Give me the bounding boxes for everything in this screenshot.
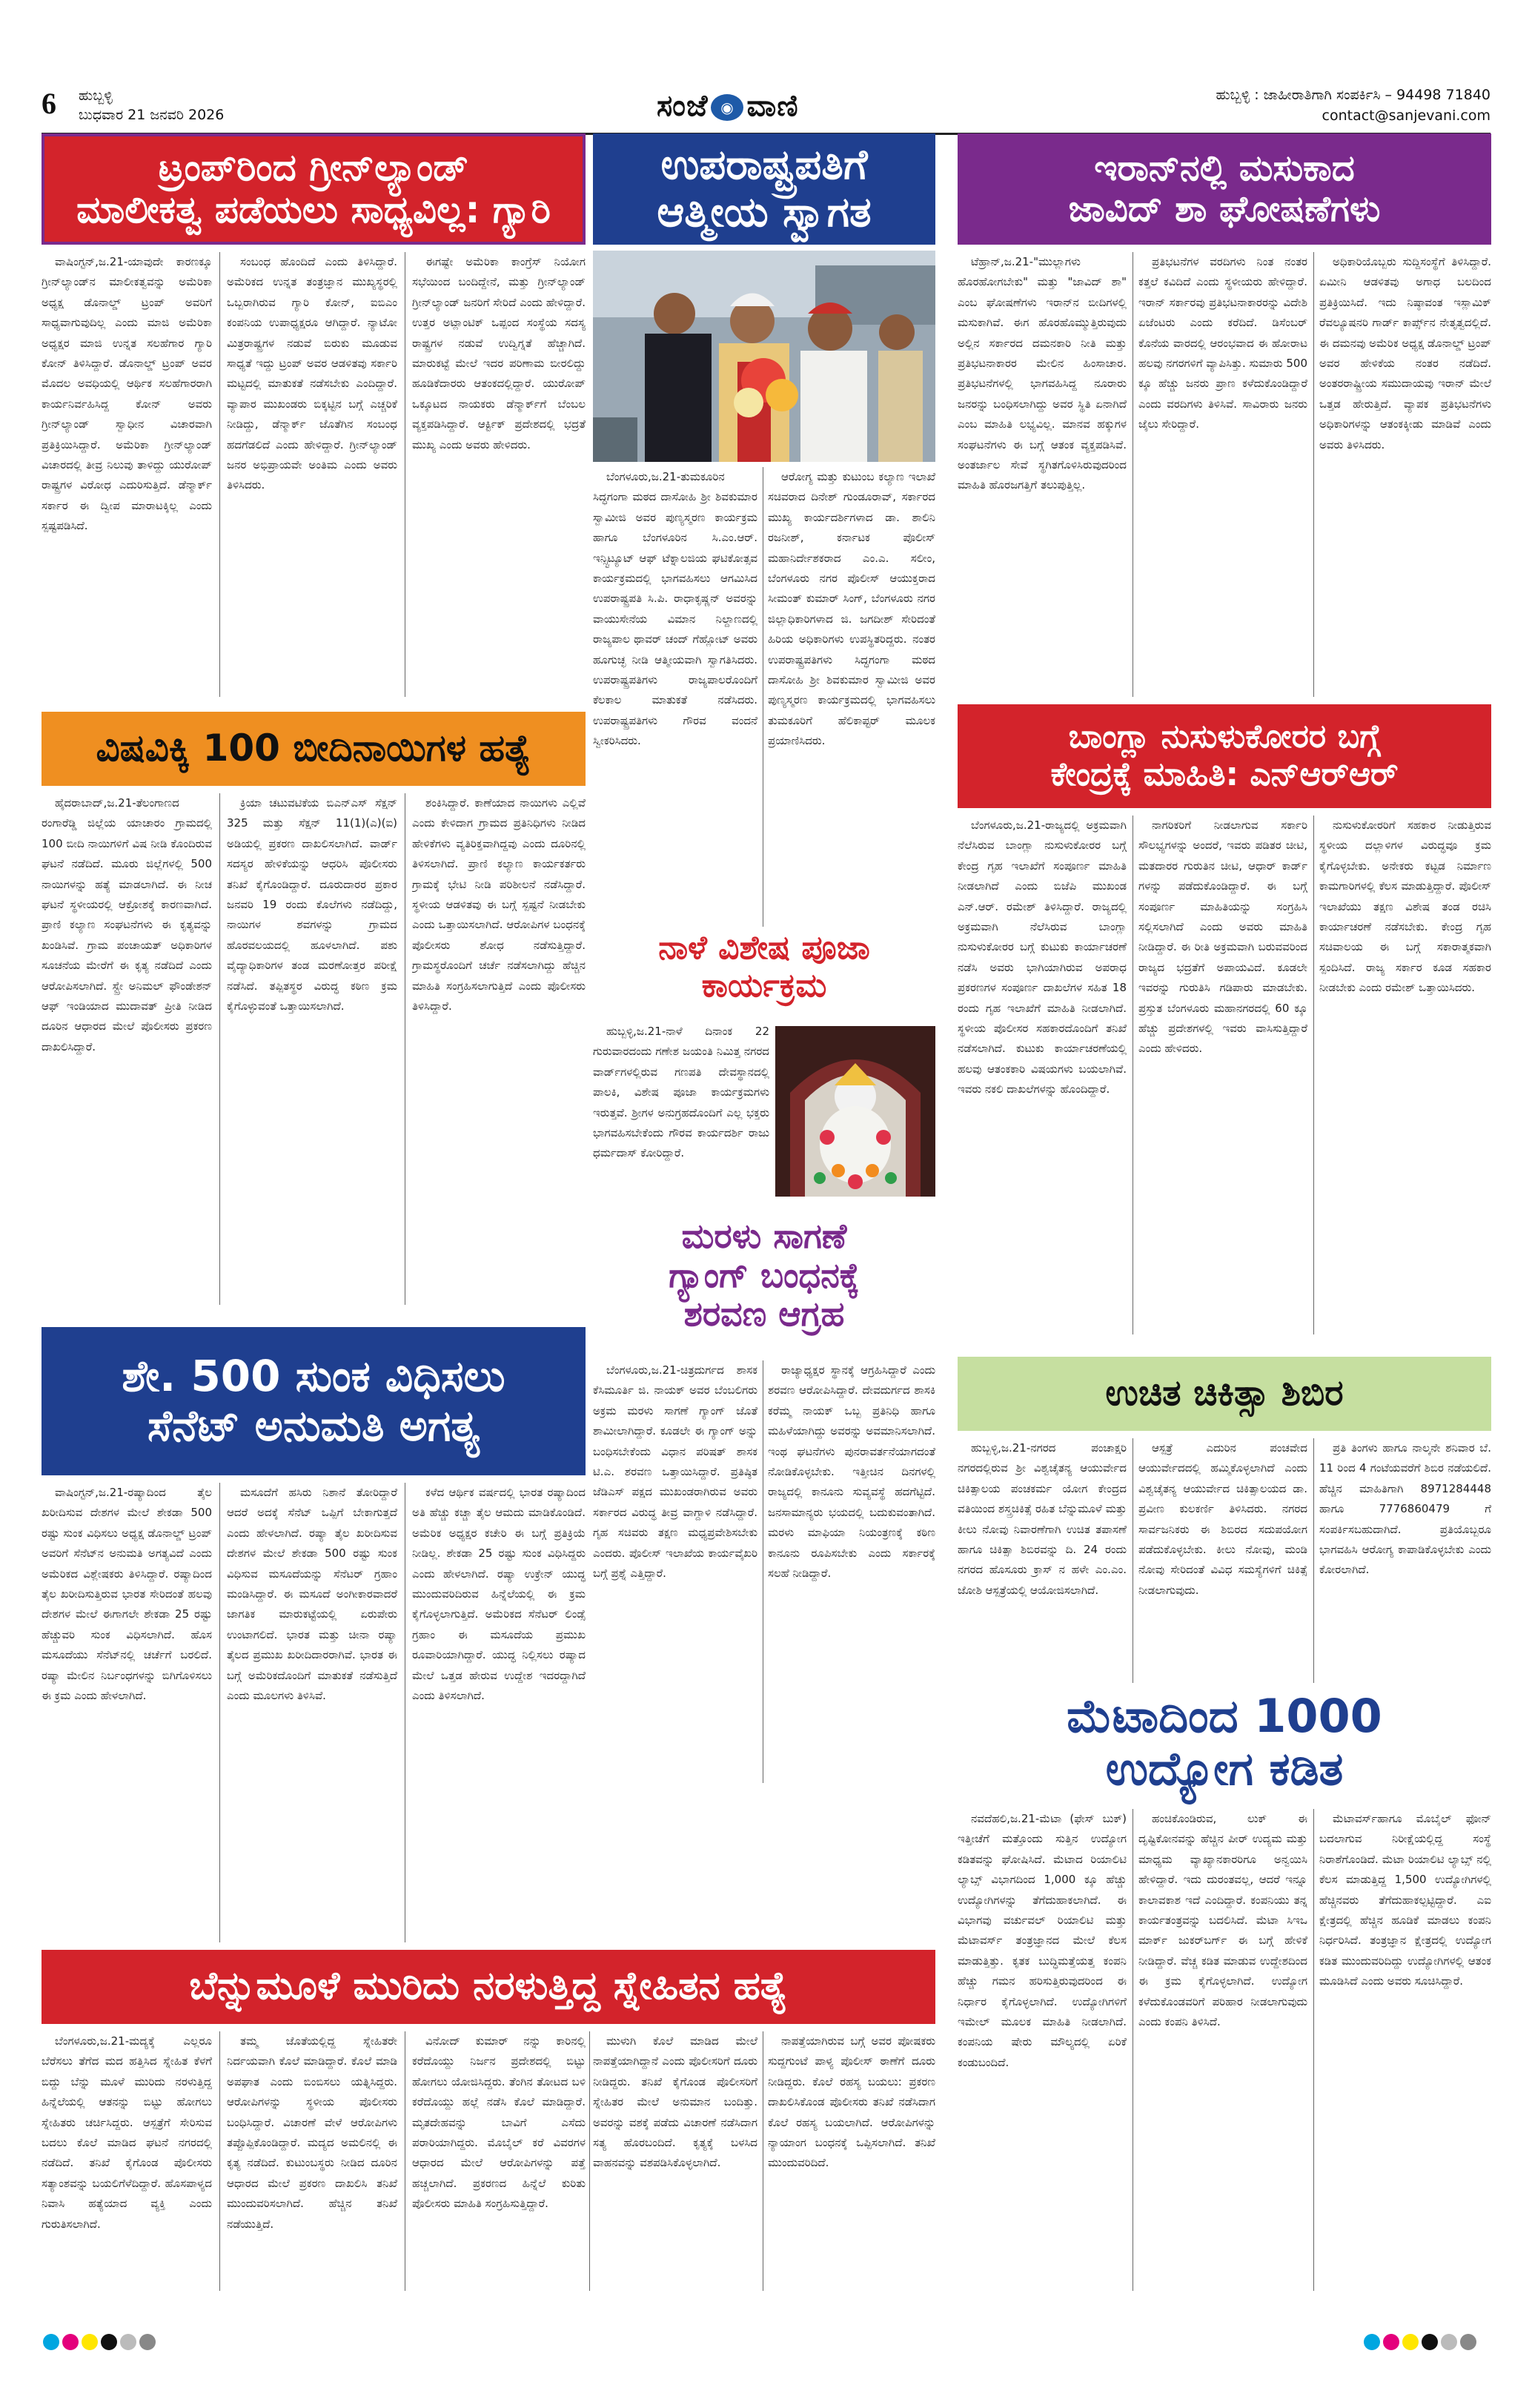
article-tax-col2: ಮಸೂದೆಗೆ ಹಸಿರು ನಿಶಾನೆ ತೋರಿದ್ದಾರೆ ಆದರೆ ಅದಕ್ಕೆ ಸೆನೆಟ್ ಒಪ್ಪಿಗೆ ಬೇಕಾಗುತ್ತದೆ ಎಂದು ಹೇಳಲಾಗಿದೆ. ರಷ್ಯಾ ತೈಲ ಖರೀದಿಸುವ ದೇಶಗಳ ಮೇಲೆ ಶೇಕಡಾ 500 ರಷ್ಟು ಸುಂಕ ವಿಧಿಸುವ ಮಸೂದೆಯನ್ನು ಸೆನೆಟರ್ ಗ್ರಹಾಂ ಮಂಡಿಸಿದ್ದಾರೆ. ಈ ಮಸೂದೆ ಅಂಗೀಕಾರವಾದರೆ ಜಾಗತಿಕ ಮಾರುಕಟ್ಟೆಯಲ್ಲಿ ಏರುಪೇರು ಉಂಟಾಗಲಿದೆ. ಭಾರತ ಮತ್ತು ಚೀನಾ ರಷ್ಯಾ ತೈಲದ ಪ್ರಮುಖ ಖರೀದಿದಾರರಾಗಿವೆ. ಭಾರತ ಈ ಬಗ್ಗೆ ಅಮೆರಿಕದೊಂದಿಗೆ ಮಾತುಕತೆ ನಡೆಸುತ್ತಿದೆ ಎಂದು ಮೂಲಗಳು ತಿಳಿಸಿವೆ. (227, 1486, 397, 1703)
article-gang-col2: ರಾಜ್ಯಾಧ್ಯಕ್ಷರ ಸ್ಥಾನಕ್ಕೆ ಆಗ್ರಹಿಸಿದ್ದಾರೆ ಎಂದು ಶರವಣ ಆರೋಪಿಸಿದ್ದಾರೆ. ದೇವದುರ್ಗದ ಶಾಸಕಿ ಕರೆಮ್ಮ ನಾಯಕ್ ಒಬ್ಬ ಪ್ರತಿನಿಧಿ ಹಾಗೂ ಮಹಿಳೆಯಾಗಿದ್ದು ಅವರನ್ನು ಅವಮಾನಿಸಲಾಗಿದೆ. ಇಂಥ ಘಟನೆಗಳು ಪುನರಾವರ್ತನೆಯಾಗದಂತೆ ನೋಡಿಕೊಳ್ಳಬೇಕು. ಇತ್ತೀಚಿನ ದಿನಗಳಲ್ಲಿ ರಾಜ್ಯದಲ್ಲಿ ಕಾನೂನು ಸುವ್ಯವಸ್ಥೆ ಹದಗೆಟ್ಟಿದೆ. ಜನಸಾಮಾನ್ಯರು ಭಯದಲ್ಲಿ ಬದುಕುವಂತಾಗಿದೆ. ಮರಳು ಮಾಫಿಯಾ ನಿಯಂತ್ರಣಕ್ಕೆ ಕಠಿಣ ಕಾನೂನು ರೂಪಿಸಬೇಕು ಎಂದು ಸರ್ಕಾರಕ್ಕೆ ಸಲಹೆ ನೀಡಿದ್ದಾರೆ. (768, 1363, 935, 1581)
headline-gang-line2: ಗ್ಯಾಂಗ್ ಬಂಧನಕ್ಕೆ (669, 1254, 860, 1295)
logo-right: ವಾಣಿ (746, 89, 799, 123)
headline-trump-line2: ಮಾಲೀಕತ್ವ ಪಡೆಯಲು ಸಾಧ್ಯವಿಲ್ಲ: ಗ್ಯಾರಿ (76, 188, 551, 231)
vp-welcome-photo-graphic (593, 251, 935, 462)
article-tax-col1: ವಾಷಿಂಗ್ಟನ್,ಜ.21-ರಷ್ಯಾದಿಂದ ತೈಲ ಖರೀದಿಸುವ ದೇಶಗಳ ಮೇಲೆ ಶೇಕಡಾ 500 ರಷ್ಟು ಸುಂಕ ವಿಧಿಸಲು ಅಧ್ಯಕ್ಷ ಡೊನಾಲ್ಡ್ ಟ್ರಂಪ್ ಅವರಿಗೆ ಸೆನೆಟ್‌ನ ಅನುಮತಿ ಅಗತ್ಯವಿದೆ ಎಂದು ಅಮೆರಿಕದ ವಿಶ್ಲೇಷಕರು ತಿಳಿಸಿದ್ದಾರೆ. ರಷ್ಯಾದಿಂದ ತೈಲ ಖರೀದಿಸುತ್ತಿರುವ ಭಾರತ ಸೇರಿದಂತೆ ಹಲವು ದೇಶಗಳ ಮೇಲೆ ಈಗಾಗಲೇ ಶೇಕಡಾ 25 ರಷ್ಟು ಹೆಚ್ಚುವರಿ ಸುಂಕ ವಿಧಿಸಲಾಗಿದೆ. ಹೊಸ ಮಸೂದೆಯು ಸೆನೆಟ್‌ನಲ್ಲಿ ಚರ್ಚೆಗೆ ಬರಲಿದೆ. ರಷ್ಯಾ ಮೇಲಿನ ನಿರ್ಬಂಧಗಳನ್ನು ಬಿಗಿಗೊಳಿಸಲು ಈ ಕ್ರಮ ಎಂದು ಹೇಳಲಾಗಿದೆ. (42, 1486, 212, 1703)
color-dot-gray (139, 2334, 156, 2350)
article-camp-col3: ಪ್ರತಿ ತಿಂಗಳು ಹಾಗೂ ನಾಲ್ಕನೇ ಶನಿವಾರ ಬೆ. 11 ರಿಂದ 4 ಗಂಟೆಯವರೆಗೆ ಶಿಬಿರ ನಡೆಯಲಿದೆ. ಹೆಚ್ಚಿನ ಮಾಹಿತಿಗಾಗಿ 8971284448 ಹಾಗೂ 7776860479 ಗೆ ಸಂಪರ್ಕಿಸಬಹುದಾಗಿದೆ. ಪ್ರತಿಯೊಬ್ಬರೂ ಭಾಗವಹಿಸಿ ಆರೋಗ್ಯ ಕಾಪಾಡಿಕೊಳ್ಳಬೇಕು ಎಂದು ಕೋರಲಾಗಿದೆ. (1319, 1441, 1491, 1577)
ad-contact: ಹುಬ್ಬಳ್ಳಿ : ಜಾಹೀರಾತಿಗಾಗಿ ಸಂಪರ್ಕಿಸಿ – 94498 71840 (1216, 87, 1490, 103)
article-jobs-col2: ಹಂಚಿಕೊಂಡಿರುವ, ಲುಕ್ ಈ ದೃಷ್ಟಿಕೋನವನ್ನು ಹೆಚ್ಚಿನ ಪೀರ್ ಉದ್ಯಮ ಮತ್ತು ಮಾಧ್ಯಮ ವ್ಯಾಖ್ಯಾನಕಾರರಿಗೂ ಅನ್ವಯಿಸಿ ಹೇಳಿದ್ದಾರೆ. ಇದು ದುರಂತವಲ್ಲ, ಆದರೆ ಇನ್ನೂ ಕಾಲಾವಕಾಶ ಇದೆ ಎಂದಿದ್ದಾರೆ. ಕಂಪನಿಯು ತನ್ನ ಕಾರ್ಯತಂತ್ರವನ್ನು ಬದಲಿಸಿದೆ. ಮೆಟಾ ಸಿಇಒ ಮಾರ್ಕ್ ಜುಕರ್‌ಬರ್ಗ್ ಈ ಬಗ್ಗೆ ಹೇಳಿಕೆ ನೀಡಿದ್ದಾರೆ. ವೆಚ್ಚ ಕಡಿತ ಮಾಡುವ ಉದ್ದೇಶದಿಂದ ಈ ಕ್ರಮ ಕೈಗೊಳ್ಳಲಾಗಿದೆ. ಉದ್ಯೋಗ ಕಳೆದುಕೊಂಡವರಿಗೆ ಪರಿಹಾರ ನೀಡಲಾಗುವುದು ಎಂದು ಕಂಪನಿ ತಿಳಿಸಿದೆ. (1138, 1812, 1307, 2029)
headline-tax (42, 1327, 586, 1475)
article-dogs-col2: ಕ್ರಿಯಾ ಚಟುವಟಿಕೆಯ ಬಿಎನ್‌ಎಸ್ ಸೆಕ್ಷನ್ 325 ಮತ್ತು ಸೆಕ್ಷನ್ 11(1)(ಎ)(ಐ) ಅಡಿಯಲ್ಲಿ ಪ್ರಕರಣ ದಾಖಲಿಸಲಾಗಿದೆ. ವಾರ್ಡ್ ಸದಸ್ಯರ ಹೇಳಿಕೆಯನ್ನು ಆಧರಿಸಿ ಪೊಲೀಸರು ತನಿಖೆ ಕೈಗೊಂಡಿದ್ದಾರೆ. ದೂರುದಾರರ ಪ್ರಕಾರ ಜನವರಿ 19 ರಂದು ಕೊಲೆಗಳು ನಡೆದಿದ್ದು, ನಾಯಿಗಳ ಶವಗಳನ್ನು ಗ್ರಾಮದ ಹೊರವಲಯದಲ್ಲಿ ಹೂಳಲಾಗಿದೆ. ಪಶು ವೈದ್ಯಾಧಿಕಾರಿಗಳ ತಂಡ ಮರಣೋತ್ತರ ಪರೀಕ್ಷೆ ನಡೆಸಿದೆ. ತಪ್ಪಿತಸ್ಥರ ವಿರುದ್ಧ ಕಠಿಣ ಕ್ರಮ ಕೈಗೊಳ್ಳುವಂತೆ ಒತ್ತಾಯಿಸಲಾಗಿದೆ. (227, 796, 397, 1013)
headline-jobs (958, 1683, 1491, 1802)
column-rule (1313, 252, 1314, 697)
masthead (42, 83, 1490, 135)
color-dot-yellow (1402, 2334, 1419, 2350)
headline-gang-line3: ಶರವಣ ಆಗ್ರಹ (683, 1294, 845, 1334)
column-rule (1313, 1809, 1314, 2291)
headline-trump-line1: ಟ್ರಂಪ್‌ರಿಂದ ಗ್ರೀನ್‌ಲ್ಯಾಂಡ್ (158, 145, 469, 189)
article-murder-col2: ತಮ್ಮ ಜೊತೆಯಲ್ಲಿದ್ದ ಸ್ನೇಹಿತರೇ ನಿರ್ದಯವಾಗಿ ಕೊಲೆ ಮಾಡಿದ್ದಾರೆ. ಕೊಲೆ ಮಾಡಿ ಅಪಘಾತ ಎಂದು ಬಿಂಬಿಸಲು ಯತ್ನಿಸಿದ್ದರು. ಆರೋಪಿಗಳನ್ನು ಸ್ಥಳೀಯ ಪೊಲೀಸರು ಬಂಧಿಸಿದ್ದಾರೆ. ವಿಚಾರಣೆ ವೇಳೆ ಆರೋಪಿಗಳು ತಪ್ಪೊಪ್ಪಿಕೊಂಡಿದ್ದಾರೆ. ಮದ್ಯದ ಅಮಲಿನಲ್ಲಿ ಈ ಕೃತ್ಯ ನಡೆದಿದೆ. ಕುಟುಂಬಸ್ಥರು ನೀಡಿದ ದೂರಿನ ಆಧಾರದ ಮೇಲೆ ಪ್ರಕರಣ ದಾಖಲಿಸಿ ತನಿಖೆ ಮುಂದುವರಿಸಲಾಗಿದೆ. ಹೆಚ್ಚಿನ ತನಿಖೆ ನಡೆಯುತ್ತಿದೆ. (227, 2034, 397, 2231)
vp-welcome-photo (593, 251, 935, 462)
headline-bangla-line2: ಕೇಂದ್ರಕ್ಕೆ ಮಾಹಿತಿ: ಎನ್‌ಆರ್‌ಆರ್ (1050, 755, 1399, 793)
article-murder-col5: ನಾಪತ್ತೆಯಾಗಿರುವ ಬಗ್ಗೆ ಅವರ ಪೋಷಕರು ಸುದ್ದಗುಂಟೆ ಪಾಳ್ಯ ಪೊಲೀಸ್ ಠಾಣೆಗೆ ದೂರು ನೀಡಿದ್ದರು. ಕೊಲೆ ರಹಸ್ಯ ಬಯಲು: ಪ್ರಕರಣ ದಾಖಲಿಸಿಕೊಂಡ ಪೊಲೀಸರು ತನಿಖೆ ನಡೆಸಿದಾಗ ಕೊಲೆ ರಹಸ್ಯ ಬಯಲಾಗಿದೆ. ಆರೋಪಿಗಳನ್ನು ನ್ಯಾಯಾಂಗ ಬಂಧನಕ್ಕೆ ಒಪ್ಪಿಸಲಾಗಿದೆ. ತನಿಖೆ ಮುಂದುವರಿದಿದೆ. (768, 2034, 935, 2170)
headline-iran-line2: ಜಾವಿದ್ ಶಾ ಘೋಷಣೆಗಳು (1068, 188, 1381, 230)
article-camp-col1: ಹುಬ್ಬಳ್ಳಿ,ಜ.21-ನಗರದ ಪಂಚಾಕ್ಷರಿ ನಗರದಲ್ಲಿರುವ ಶ್ರೀ ವಿಶ್ವಚೈತನ್ಯ ಆಯುರ್ವೇದ ಚಿಕಿತ್ಸಾಲಯ ಪಂಚಕರ್ಮ ಯೋಗ ಕೇಂದ್ರದ ವತಿಯಿಂದ ಶಸ್ತ್ರಚಿಕಿತ್ಸೆ ರಹಿತ ಬೆನ್ನುಮೂಳೆ ಮತ್ತು ಕೀಲು ನೋವು ನಿವಾರಣೆಗಾಗಿ ಉಚಿತ ತಪಾಸಣೆ ಹಾಗೂ ಚಿಕಿತ್ಸಾ ಶಿಬಿರವನ್ನು ದಿ. 24 ರಂದು ನಗರದ ಹೊಸೂರು ಕ್ರಾಸ್ ನ ಹಳೇ ಎಂ.ಎಂ. ಜೋಶಿ ಆಸ್ಪತ್ರೆಯಲ್ಲಿ ಆಯೋಜಿಸಲಾಗಿದೆ. (958, 1441, 1127, 1597)
article-vp-col2: ಆರೋಗ್ಯ ಮತ್ತು ಕುಟುಂಬ ಕಲ್ಯಾಣ ಇಲಾಖೆ ಸಚಿವರಾದ ದಿನೇಶ್ ಗುಂಡೂರಾವ್, ಸರ್ಕಾರದ ಮುಖ್ಯ ಕಾರ್ಯದರ್ಶಿಗಳಾದ ಡಾ. ಶಾಲಿನಿ ರಜನೀಶ್, ಕರ್ನಾಟಕ ಪೊಲೀಸ್ ಮಹಾನಿರ್ದೇಶಕರಾದ ಎಂ.ಎ. ಸಲೀಂ, ಬೆಂಗಳೂರು ನಗರ ಪೊಲೀಸ್ ಆಯುಕ್ತರಾದ ಸೀಮಂತ್ ಕುಮಾರ್ ಸಿಂಗ್, ಬೆಂಗಳೂರು ನಗರ ಜಿಲ್ಲಾಧಿಕಾರಿಗಳಾದ ಜಿ. ಜಗದೀಶ್ ಸೇರಿದಂತೆ ಹಿರಿಯ ಅಧಿಕಾರಿಗಳು ಉಪಸ್ಥಿತರಿದ್ದರು. ನಂತರ ಉಪರಾಷ್ಟ್ರಪತಿಗಳು ಸಿದ್ಧಗಂಗಾ ಮಠದ ದಾಸೋಹಿ ಶ್ರೀ ಶಿವಕುಮಾರ ಸ್ವಾಮೀಜಿ ಅವರ ಪುಣ್ಯಸ್ಮರಣ ಕಾರ್ಯಕ್ರಮದಲ್ಲಿ ಭಾಗವಹಿಸಲು ತುಮಕೂರಿಗೆ ಹೆಲಿಕಾಪ್ಟರ್ ಮೂಲಕ ಪ್ರಯಾಣಿಸಿದರು. (768, 470, 935, 748)
headline-gang (593, 1201, 935, 1349)
headline-vp-line1: ಉಪರಾಷ್ಟ್ರಪತಿಗೆ (660, 140, 868, 189)
masthead-city: ಹುಬ್ಬಳ್ಳಿ (79, 87, 113, 104)
headline-camp-text: ಉಚಿತ ಚಿಕಿತ್ಸಾ ಶಿಬಿರ (1105, 1372, 1344, 1415)
color-dot-gray (1441, 2334, 1457, 2350)
color-dot-magenta (62, 2334, 79, 2350)
headline-dogs (42, 712, 586, 786)
article-murder-col3: ವಿನೋದ್ ಕುಮಾರ್ ನನ್ನು ಕಾರಿನಲ್ಲಿ ಕರೆದೊಯ್ದು ನಿರ್ಜನ ಪ್ರದೇಶದಲ್ಲಿ ಬಿಟ್ಟು ಹೋಗಲು ಯೋಜಿಸಿದ್ದರು. ತೆಂಗಿನ ತೋಟದ ಬಳಿ ಕರೆದೊಯ್ದು ಹಲ್ಲೆ ನಡೆಸಿ ಕೊಲೆ ಮಾಡಿದ್ದಾರೆ. ಮೃತದೇಹವನ್ನು ಬಾವಿಗೆ ಎಸೆದು ಪರಾರಿಯಾಗಿದ್ದರು. ಮೊಬೈಲ್ ಕರೆ ವಿವರಗಳ ಆಧಾರದ ಮೇಲೆ ಆರೋಪಿಗಳನ್ನು ಪತ್ತೆ ಹಚ್ಚಲಾಗಿದೆ. ಪ್ರಕರಣದ ಹಿನ್ನೆಲೆ ಕುರಿತು ಪೊಲೀಸರು ಮಾಹಿತಿ ಸಂಗ್ರಹಿಸುತ್ತಿದ್ದಾರೆ. (412, 2034, 586, 2211)
color-dot-magenta (1383, 2334, 1399, 2350)
headline-iran (958, 133, 1491, 245)
article-murder-col1: ಬೆಂಗಳೂರು,ಜ.21-ಮದ್ಯಕ್ಕೆ ಎಲ್ಲರೂ ಬೆರೆಸಲು ತೆಗೆದ ಮದ ಹತ್ತಿಸಿದ ಸ್ನೇಹಿತ ಕೆಳಗೆ ಬಿದ್ದು ಬೆನ್ನು ಮೂಳೆ ಮುರಿದು ನರಳುತ್ತಿದ್ದ ಹಿನ್ನೆಲೆಯಲ್ಲಿ ಆತನನ್ನು ಬಿಟ್ಟು ಹೋಗಲು ಸ್ನೇಹಿತರು ಚರ್ಚಿಸಿದ್ದರು. ಆಸ್ಪತ್ರೆಗೆ ಸೇರಿಸುವ ಬದಲು ಕೊಲೆ ಮಾಡಿದ ಘಟನೆ ನಗರದಲ್ಲಿ ನಡೆದಿದೆ. ತನಿಖೆ ಕೈಗೊಂಡ ಪೊಲೀಸರು ಸತ್ಯಾಂಶವನ್ನು ಬಯಲಿಗೆಳೆದಿದ್ದಾರೆ. ಹೊಸಪಾಳ್ಯದ ನಿವಾಸಿ ಹತ್ಯೆಯಾದ ವ್ಯಕ್ತಿ ಎಂದು ಗುರುತಿಸಲಾಗಿದೆ. (42, 2034, 212, 2231)
headline-camp (958, 1357, 1491, 1431)
headline-puja-line2: ಕಾರ್ಯಕ್ರಮ (701, 967, 827, 1005)
article-iran-col1: ಟೆಹ್ರಾನ್,ಜ.21-"ಮುಲ್ಲಾಗಳು ಹೊರಹೋಗಬೇಕು" ಮತ್ತು "ಜಾವಿದ್ ಶಾ" ಎಂಬ ಘೋಷಣೆಗಳು ಇರಾನ್‌ನ ಬೀದಿಗಳಲ್ಲಿ ಮಸುಕಾಗಿವೆ. ಈಗ ಹೊರಹೊಮ್ಮುತ್ತಿರುವುದು ಅಲ್ಲಿನ ಸರ್ಕಾರದ ದಮನಕಾರಿ ನೀತಿ ಮತ್ತು ಪ್ರತಿಭಟನಾಕಾರರ ಮೇಲಿನ ಹಿಂಸಾಚಾರ. ಪ್ರತಿಭಟನೆಗಳಲ್ಲಿ ಭಾಗವಹಿಸಿದ್ದ ನೂರಾರು ಜನರನ್ನು ಬಂಧಿಸಲಾಗಿದ್ದು ಅವರ ಸ್ಥಿತಿ ಏನಾಗಿದೆ ಎಂಬ ಮಾಹಿತಿ ಲಭ್ಯವಿಲ್ಲ. ಮಾನವ ಹಕ್ಕುಗಳ ಸಂಘಟನೆಗಳು ಈ ಬಗ್ಗೆ ಆತಂಕ ವ್ಯಕ್ತಪಡಿಸಿವೆ. ಅಂತರ್ಜಾಲ ಸೇವೆ ಸ್ಥಗಿತಗೊಳಿಸಿರುವುದರಿಂದ ಮಾಹಿತಿ ಹೊರಜಗತ್ತಿಗೆ ತಲುಪುತ್ತಿಲ್ಲ. (958, 255, 1127, 492)
headline-bangla (958, 704, 1491, 808)
logo-globe-icon: ◉ (711, 94, 743, 121)
headline-dogs-text: ವಿಷವಿಕ್ಕಿ 100 ಬೀದಿನಾಯಿಗಳ ಹತ್ಯೆ (96, 727, 531, 770)
article-iran-col3: ಅಧಿಕಾರಿಯೊಬ್ಬರು ಸುದ್ದಿಸಂಸ್ಥೆಗೆ ತಿಳಿಸಿದ್ದಾರೆ. ಏಮೀನಿ ಆಡಳಿತವು ಅಗಾಧ ಬಲದಿಂದ ಪ್ರತಿಕ್ರಿಯಿಸಿದೆ. ಇದು ನಿಷ್ಠಾವಂತ ಇಸ್ಲಾಮಿಕ್ ರೆವಲ್ಯೂಷನರಿ ಗಾರ್ಡ್ ಕಾರ್ಪ್ಸ್‌ನ ನೇತೃತ್ವದಲ್ಲಿದೆ. ಈ ದಮನವು ಅಮೆರಿಕ ಅಧ್ಯಕ್ಷ ಡೊನಾಲ್ಡ್ ಟ್ರಂಪ್ ಅವರ ಹೇಳಿಕೆಯ ನಂತರ ನಡೆದಿದೆ. ಅಂತರರಾಷ್ಟ್ರೀಯ ಸಮುದಾಯವು ಇರಾನ್ ಮೇಲೆ ಒತ್ತಡ ಹೇರುತ್ತಿದೆ. ವ್ಯಾಪಕ ಪ್ರತಿಭಟನೆಗಳು ಅಧಿಕಾರಿಗಳನ್ನು ಆತಂಕಕ್ಕೀಡು ಮಾಡಿವೆ ಎಂದು ಅವರು ತಿಳಿಸಿದರು. (1319, 255, 1491, 452)
column-rule (589, 2031, 590, 2291)
color-dot-cyan (43, 2334, 59, 2350)
article-jobs-col3: ಮೆಟಾವರ್ಸ್‌ಹಾಗೂ ಮೊಬೈಲ್ ಫೋನ್ ಬದಲಾಗುವ ನಿರೀಕ್ಷೆಯಲ್ಲಿದ್ದ ಸಂಸ್ಥೆ ನಿರಾಶೆಗೊಂಡಿದೆ. ಮೆಟಾ ರಿಯಾಲಿಟಿ ಲ್ಯಾಬ್ಸ್ ನಲ್ಲಿ ಕೆಲಸ ಮಾಡುತ್ತಿದ್ದ 1,500 ಉದ್ಯೋಗಿಗಳಲ್ಲಿ ಹೆಚ್ಚಿನವರು ತೆಗೆದುಹಾಕಲ್ಪಟ್ಟಿದ್ದಾರೆ. ಎಐ ಕ್ಷೇತ್ರದಲ್ಲಿ ಹೆಚ್ಚಿನ ಹೂಡಿಕೆ ಮಾಡಲು ಕಂಪನಿ ನಿರ್ಧರಿಸಿದೆ. ತಂತ್ರಜ್ಞಾನ ಕ್ಷೇತ್ರದಲ್ಲಿ ಉದ್ಯೋಗ ಕಡಿತ ಮುಂದುವರಿದಿದ್ದು ಉದ್ಯೋಗಿಗಳಲ್ಲಿ ಆತಂಕ ಮೂಡಿಸಿದೆ ಎಂದು ಅವರು ಸೂಚಿಸಿದ್ದಾರೆ. (1319, 1812, 1491, 1988)
article-bangla-col2: ನಾಗರಿಕರಿಗೆ ನೀಡಲಾಗುವ ಸರ್ಕಾರಿ ಸೌಲಭ್ಯಗಳನ್ನು ಅಂದರೆ, ಇವರು ಪಡಿತರ ಚೀಟಿ, ಮತದಾರರ ಗುರುತಿನ ಚೀಟಿ, ಆಧಾರ್ ಕಾರ್ಡ್ ಗಳನ್ನು ಪಡೆದುಕೊಂಡಿದ್ದಾರೆ. ಈ ಬಗ್ಗೆ ಸಂಪೂರ್ಣ ಮಾಹಿತಿಯನ್ನು ಸಂಗ್ರಹಿಸಿ ಸಲ್ಲಿಸಲಾಗಿದೆ ಎಂದು ಅವರು ಮಾಹಿತಿ ನೀಡಿದ್ದಾರೆ. ಈ ರೀತಿ ಅಕ್ರಮವಾಗಿ ಬರುವವರಿಂದ ರಾಜ್ಯದ ಭದ್ರತೆಗೆ ಅಪಾಯವಿದೆ. ಕೂಡಲೇ ಇವರನ್ನು ಗುರುತಿಸಿ ಗಡಿಪಾರು ಮಾಡಬೇಕು. ಪ್ರಸ್ತುತ ಬೆಂಗಳೂರು ಮಹಾನಗರದಲ್ಲಿ 60 ಕ್ಕೂ ಹೆಚ್ಚು ಪ್ರದೇಶಗಳಲ್ಲಿ ಇವರು ವಾಸಿಸುತ್ತಿದ್ದಾರೆ ಎಂದು ಹೇಳಿದರು. (1138, 818, 1307, 1056)
headline-gang-line1: ಮರಳು ಸಾಗಣೆ (681, 1215, 847, 1256)
color-dot-black (1422, 2334, 1438, 2350)
article-vp-col1: ಬೆಂಗಳೂರು,ಜ.21-ತುಮಕೂರಿನ ಸಿದ್ಧಗಂಗಾ ಮಠದ ದಾಸೋಹಿ ಶ್ರೀ ಶಿವಕುಮಾರ ಸ್ವಾಮೀಜಿ ಅವರ ಪುಣ್ಯಸ್ಮರಣ ಕಾರ್ಯಕ್ರಮ ಹಾಗೂ ಬೆಂಗಳೂರಿನ ಸಿ.ಎಂ.ಆರ್. ಇನ್ಸ್ಟಿಟ್ಯೂಟ್ ಆಫ್ ಟೆಕ್ನಾಲಜಿಯ ಘಟಿಕೋತ್ಸವ ಕಾರ್ಯಕ್ರಮದಲ್ಲಿ ಭಾಗವಹಿಸಲು ಆಗಮಿಸಿದ ಉಪರಾಷ್ಟ್ರಪತಿ ಸಿ.ಪಿ. ರಾಧಾಕೃಷ್ಣನ್ ಅವರನ್ನು ವಾಯುಸೇನೆಯ ವಿಮಾನ ನಿಲ್ದಾಣದಲ್ಲಿ ರಾಜ್ಯಪಾಲ ಥಾವರ್ ಚಂದ್ ಗೆಹ್ಲೋಟ್ ಅವರು ಹೂಗುಚ್ಛ ನೀಡಿ ಆತ್ಮೀಯವಾಗಿ ಸ್ವಾಗತಿಸಿದರು. ಉಪರಾಷ್ಟ್ರಪತಿಗಳು ರಾಜ್ಯಪಾಲರೊಂದಿಗೆ ಕೆಲಕಾಲ ಮಾತುಕತೆ ನಡೆಸಿದರು. ಉಪರಾಷ್ಟ್ರಪತಿಗಳು ಗೌರವ ವಂದನೆ ಸ್ವೀಕರಿಸಿದರು. (593, 470, 757, 748)
masthead-date: ಬುಧವಾರ 21 ಜನವರಿ 2026 (79, 107, 225, 123)
article-gang-col1: ಬೆಂಗಳೂರು,ಜ.21-ಚಿತ್ರದುರ್ಗದ ಶಾಸಕ ಕೆಸಿಮೂರ್ತಿ ಜಿ. ನಾಯಕ್ ಅವರ ಬೆಂಬಲಿಗರು ಅಕ್ರಮ ಮರಳು ಸಾಗಣೆ ಗ್ಯಾಂಗ್ ಜೊತೆ ಶಾಮೀಲಾಗಿದ್ದಾರೆ. ಕೂಡಲೇ ಈ ಗ್ಯಾಂಗ್ ಅನ್ನು ಬಂಧಿಸಬೇಕೆಂದು ವಿಧಾನ ಪರಿಷತ್ ಶಾಸಕ ಟಿ.ಎ. ಶರವಣ ಒತ್ತಾಯಿಸಿದ್ದಾರೆ. ಪ್ರತಿಷ್ಠಿತ ಜೆಡಿಎಸ್ ಪಕ್ಷದ ಮುಖಂಡರಾಗಿರುವ ಅವರು ಸರ್ಕಾರದ ವಿರುದ್ಧ ತೀವ್ರ ವಾಗ್ದಾಳಿ ನಡೆಸಿದ್ದಾರೆ. ಗೃಹ ಸಚಿವರು ತಕ್ಷಣ ಮಧ್ಯಪ್ರವೇಶಿಸಬೇಕು ಎಂದರು. ಪೊಲೀಸ್ ಇಲಾಖೆಯ ಕಾರ್ಯವೈಖರಿ ಬಗ್ಗೆ ಪ್ರಶ್ನೆ ಎತ್ತಿದ್ದಾರೆ. (593, 1363, 757, 1581)
article-trump-col2: ಸಂಬಂಧ ಹೊಂದಿದೆ ಎಂದು ತಿಳಿಸಿದ್ದಾರೆ. ಅಮೆರಿಕದ ಉನ್ನತ ತಂತ್ರಜ್ಞಾನ ಮುಖ್ಯಸ್ಥರಲ್ಲಿ ಒಬ್ಬರಾಗಿರುವ ಗ್ಯಾರಿ ಕೋನ್, ಐಬಿಎಂ ಕಂಪನಿಯ ಉಪಾಧ್ಯಕ್ಷರೂ ಆಗಿದ್ದಾರೆ. ನ್ಯಾಟೋ ಮಿತ್ರರಾಷ್ಟ್ರಗಳ ನಡುವೆ ಬಿರುಕು ಮೂಡುವ ಸಾಧ್ಯತೆ ಇದ್ದು ಟ್ರಂಪ್ ಅವರ ಆಡಳಿತವು ಸರ್ಕಾರಿ ಮಟ್ಟದಲ್ಲಿ ಮಾತುಕತೆ ನಡೆಸಬೇಕು ಎಂದಿದ್ದಾರೆ. ವ್ಯಾಪಾರ ಮುಖಂಡರು ಬಿಕ್ಕಟ್ಟಿನ ಬಗ್ಗೆ ಎಚ್ಚರಿಕೆ ನೀಡಿದ್ದು, ಡೆನ್ಮಾರ್ಕ್ ಜೊತೆಗಿನ ಸಂಬಂಧ ಹದಗೆಡಲಿದೆ ಎಂದು ಹೇಳಿದ್ದಾರೆ. ಗ್ರೀನ್‌ಲ್ಯಾಂಡ್ ಜನರ ಅಭಿಪ್ರಾಯವೇ ಅಂತಿಮ ಎಂದು ಅವರು ತಿಳಿಸಿದರು. (227, 255, 397, 492)
headline-puja (593, 919, 935, 1016)
article-trump-col1: ವಾಷಿಂಗ್ಟನ್,ಜ.21-ಯಾವುದೇ ಕಾರಣಕ್ಕೂ ಗ್ರೀನ್‌ಲ್ಯಾಂಡ್‌ನ ಮಾಲೀಕತ್ವವನ್ನು ಅಮೆರಿಕಾ ಅಧ್ಯಕ್ಷ ಡೊನಾಲ್ಡ್ ಟ್ರಂಪ್ ಅವರಿಗೆ ಸಾಧ್ಯವಾಗುವುದಿಲ್ಲ ಎಂದು ಮಾಜಿ ಅಮೆರಿಕಾ ಅಧ್ಯಕ್ಷರ ಮಾಜಿ ಉನ್ನತ ಸಲಹೆಗಾರ ಗ್ಯಾರಿ ಕೋನ್ ತಿಳಿಸಿದ್ದಾರೆ. ಡೊನಾಲ್ಡ್ ಟ್ರಂಪ್ ಅವರ ಮೊದಲ ಅವಧಿಯಲ್ಲಿ ಆರ್ಥಿಕ ಸಲಹೆಗಾರರಾಗಿ ಕಾರ್ಯನಿರ್ವಹಿಸಿದ್ದ ಕೋನ್ ಅವರು ಗ್ರೀನ್‌ಲ್ಯಾಂಡ್ ಸ್ವಾಧೀನ ವಿಚಾರವಾಗಿ ಪ್ರತಿಕ್ರಿಯಿಸಿದ್ದಾರೆ. ಅಮೆರಿಕಾ ಗ್ರೀನ್‌ಲ್ಯಾಂಡ್ ವಿಚಾರದಲ್ಲಿ ತೀವ್ರ ನಿಲುವು ತಾಳಿದ್ದು ಯುರೋಪ್ ರಾಷ್ಟ್ರಗಳ ವಿರೋಧ ಎದುರಿಸುತ್ತಿದೆ. ಡೆನ್ಮಾರ್ಕ್ ಸರ್ಕಾರ ಈ ದ್ವೀಪ ಮಾರಾಟಕ್ಕಿಲ್ಲ ಎಂದು ಸ್ಪಷ್ಟಪಡಿಸಿದೆ. (42, 255, 212, 533)
color-dot-black (101, 2334, 117, 2350)
article-dogs-col3: ಶಂಕಿಸಿದ್ದಾರೆ. ಕಾಣೆಯಾದ ನಾಯಿಗಳು ಎಲ್ಲಿವೆ ಎಂದು ಕೇಳಿದಾಗ ಗ್ರಾಮದ ಪ್ರತಿನಿಧಿಗಳು ನೀಡಿದ ಹೇಳಿಕೆಗಳು ವ್ಯತಿರಿಕ್ತವಾಗಿದ್ದವು ಎಂದು ದೂರಿನಲ್ಲಿ ತಿಳಿಸಲಾಗಿದೆ. ಪ್ರಾಣಿ ಕಲ್ಯಾಣ ಕಾರ್ಯಕರ್ತರು ಗ್ರಾಮಕ್ಕೆ ಭೇಟಿ ನೀಡಿ ಪರಿಶೀಲನೆ ನಡೆಸಿದ್ದಾರೆ. ಸ್ಥಳೀಯ ಆಡಳಿತವು ಈ ಬಗ್ಗೆ ಸ್ಪಷ್ಟನೆ ನೀಡಬೇಕು ಎಂದು ಒತ್ತಾಯಿಸಲಾಗಿದೆ. ಆರೋಪಿಗಳ ಬಂಧನಕ್ಕೆ ಪೊಲೀಸರು ಶೋಧ ನಡೆಸುತ್ತಿದ್ದಾರೆ. ಗ್ರಾಮಸ್ಥರೊಂದಿಗೆ ಚರ್ಚೆ ನಡೆಸಲಾಗಿದ್ದು ಹೆಚ್ಚಿನ ಮಾಹಿತಿ ಸಂಗ್ರಹಿಸಲಾಗುತ್ತಿದೆ ಎಂದು ಪೊಲೀಸರು ತಿಳಿಸಿದ್ದಾರೆ. (412, 796, 586, 1013)
article-tax-col3: ಕಳೆದ ಆರ್ಥಿಕ ವರ್ಷದಲ್ಲಿ ಭಾರತ ರಷ್ಯಾದಿಂದ ಅತಿ ಹೆಚ್ಚು ಕಚ್ಚಾ ತೈಲ ಆಮದು ಮಾಡಿಕೊಂಡಿದೆ. ಅಮೆರಿಕ ಅಧ್ಯಕ್ಷರ ಕಚೇರಿ ಈ ಬಗ್ಗೆ ಪ್ರತಿಕ್ರಿಯೆ ನೀಡಿಲ್ಲ. ಶೇಕಡಾ 25 ರಷ್ಟು ಸುಂಕ ವಿಧಿಸಿದ್ದರು ಎಂದು ಹೇಳಲಾಗಿದೆ. ರಷ್ಯಾ ಉಕ್ರೇನ್ ಯುದ್ಧ ಮುಂದುವರಿದಿರುವ ಹಿನ್ನೆಲೆಯಲ್ಲಿ ಈ ಕ್ರಮ ಕೈಗೊಳ್ಳಲಾಗುತ್ತಿದೆ. ಅಮೆರಿಕದ ಸೆನೆಟರ್ ಲಿಂಡ್ಸೆ ಗ್ರಹಾಂ ಈ ಮಸೂದೆಯ ಪ್ರಮುಖ ರೂವಾರಿಯಾಗಿದ್ದಾರೆ. ಯುದ್ಧ ನಿಲ್ಲಿಸಲು ರಷ್ಯಾದ ಮೇಲೆ ಒತ್ತಡ ಹೇರುವ ಉದ್ದೇಶ ಇದರದ್ದಾಗಿದೆ ಎಂದು ತಿಳಿಸಲಾಗಿದೆ. (412, 1486, 586, 1703)
headline-tax-line1: ಶೇ. 500 ಸುಂಕ ವಿಧಿಸಲು (122, 1351, 505, 1402)
article-iran-col2: ಪ್ರತಿಭಟನೆಗಳ ವರದಿಗಳು ನಿಂತ ನಂತರ ಕತ್ತಲೆ ಕವಿದಿದೆ ಎಂದು ಸ್ಥಳೀಯರು ಹೇಳಿದ್ದಾರೆ. ಇರಾನ್ ಸರ್ಕಾರವು ಪ್ರತಿಭಟನಾಕಾರರನ್ನು ವಿದೇಶಿ ಏಜೆಂಟರು ಎಂದು ಕರೆದಿದೆ. ಡಿಸೆಂಬರ್ ಕೊನೆಯ ವಾರದಲ್ಲಿ ಆರಂಭವಾದ ಈ ಹೋರಾಟ ಹಲವು ನಗರಗಳಿಗೆ ವ್ಯಾಪಿಸಿತ್ತು. ಸುಮಾರು 500 ಕ್ಕೂ ಹೆಚ್ಚು ಜನರು ಪ್ರಾಣ ಕಳೆದುಕೊಂಡಿದ್ದಾರೆ ಎಂದು ವರದಿಗಳು ತಿಳಿಸಿವೆ. ಸಾವಿರಾರು ಜನರು ಜೈಲು ಸೇರಿದ್ದಾರೆ. (1138, 255, 1307, 431)
logo-left: ಸಂಜೆ (657, 89, 709, 123)
column-rule (219, 1483, 220, 1942)
article-bangla-col3: ನುಸುಳುಕೋರರಿಗೆ ಸಹಕಾರ ನೀಡುತ್ತಿರುವ ಸ್ಥಳೀಯ ದಲ್ಲಾಳಿಗಳ ವಿರುದ್ಧವೂ ಕ್ರಮ ಕೈಗೊಳ್ಳಬೇಕು. ಅನೇಕರು ಕಟ್ಟಡ ನಿರ್ಮಾಣ ಕಾಮಗಾರಿಗಳಲ್ಲಿ ಕೆಲಸ ಮಾಡುತ್ತಿದ್ದಾರೆ. ಪೊಲೀಸ್ ಇಲಾಖೆಯು ತಕ್ಷಣ ವಿಶೇಷ ತಂಡ ರಚಿಸಿ ಕಾರ್ಯಾಚರಣೆ ನಡೆಸಬೇಕು. ಕೇಂದ್ರ ಗೃಹ ಸಚಿವಾಲಯ ಈ ಬಗ್ಗೆ ಸಕಾರಾತ್ಮಕವಾಗಿ ಸ್ಪಂದಿಸಿದೆ. ರಾಜ್ಯ ಸರ್ಕಾರ ಕೂಡ ಸಹಕಾರ ನೀಡಬೇಕು ಎಂದು ರಮೇಶ್ ಒತ್ತಾಯಿಸಿದರು. (1319, 818, 1491, 995)
article-dogs-col1: ಹೈದರಾಬಾದ್,ಜ.21-ತೆಲಂಗಾಣದ ರಂಗಾರೆಡ್ಡಿ ಜಿಲ್ಲೆಯ ಯಾಚಾರಂ ಗ್ರಾಮದಲ್ಲಿ 100 ಬೀದಿ ನಾಯಿಗಳಿಗೆ ವಿಷ ನೀಡಿ ಕೊಂದಿರುವ ಘಟನೆ ನಡೆದಿದೆ. ಮೂರು ಜಿಲ್ಲೆಗಳಲ್ಲಿ 500 ನಾಯಿಗಳನ್ನು ಹತ್ಯೆ ಮಾಡಲಾಗಿದೆ. ಈ ನೀಚ ಘಟನೆ ಸ್ಥಳೀಯರಲ್ಲಿ ಆಕ್ರೋಶಕ್ಕೆ ಕಾರಣವಾಗಿದೆ. ಪ್ರಾಣಿ ಕಲ್ಯಾಣ ಸಂಘಟನೆಗಳು ಈ ಕೃತ್ಯವನ್ನು ಖಂಡಿಸಿವೆ. ಗ್ರಾಮ ಪಂಚಾಯತ್ ಅಧಿಕಾರಿಗಳ ಸೂಚನೆಯ ಮೇರೆಗೆ ಈ ಕೃತ್ಯ ನಡೆದಿದೆ ಎಂದು ಆರೋಪಿಸಲಾಗಿದೆ. ಸ್ಟ್ರೇ ಅನಿಮಲ್ ಫೌಂಡೇಶನ್ ಆಫ್ ಇಂಡಿಯಾದ ಮುದಾವತ್ ಪ್ರೀತಿ ನೀಡಿದ ದೂರಿನ ಆಧಾರದ ಮೇಲೆ ಪೊಲೀಸರು ಪ್ರಕರಣ ದಾಖಲಿಸಿದ್ದಾರೆ. (42, 796, 212, 1054)
headline-puja-line1: ನಾಳೆ ವಿಶೇಷ ಪೂಜಾ (658, 929, 870, 968)
headline-iran-line1: ಇರಾನ್‌ನಲ್ಲಿ ಮಸುಕಾದ (1094, 147, 1355, 189)
headline-vp (593, 133, 935, 245)
article-puja-body: ಹುಬ್ಬಳ್ಳಿ,ಜ.21-ನಾಳೆ ದಿನಾಂಕ 22 ಗುರುವಾರದಂದು ಗಣೇಶ ಜಯಂತಿ ನಿಮಿತ್ತ ನಗರದ ವಾರ್ಡ್‌ಗಳಲ್ಲಿರುವ ಗಣಪತಿ ದೇವಸ್ಥಾನದಲ್ಲಿ ಪಾಲಕಿ, ವಿಶೇಷ ಪೂಜಾ ಕಾರ್ಯಕ್ರಮಗಳು ಇರುತ್ತವೆ. ಶ್ರೀಗಳ ಅನುಗ್ರಹದೊಂದಿಗೆ ಎಲ್ಲ ಭಕ್ತರು ಭಾಗವಹಿಸಬೇಕೆಂದು ಗೌರವ ಕಾರ್ಯದರ್ಶಿ ರಾಜು ಧರ್ಮದಾಸ್ ಕೋರಿದ್ದಾರೆ. (593, 1025, 769, 1160)
column-rule (219, 793, 220, 1305)
deity-photo-graphic (775, 1026, 935, 1197)
color-dot-cyan (1364, 2334, 1380, 2350)
article-bangla-col1: ಬೆಂಗಳೂರು,ಜ.21-ರಾಜ್ಯದಲ್ಲಿ ಅಕ್ರಮವಾಗಿ ನೆಲೆಸಿರುವ ಬಾಂಗ್ಲಾ ನುಸುಳುಕೋರರ ಬಗ್ಗೆ ಕೇಂದ್ರ ಗೃಹ ಇಲಾಖೆಗೆ ಸಂಪೂರ್ಣ ಮಾಹಿತಿ ನೀಡಲಾಗಿದೆ ಎಂದು ಬಿಜೆಪಿ ಮುಖಂಡ ಎನ್.ಆರ್. ರಮೇಶ್ ತಿಳಿಸಿದ್ದಾರೆ. ರಾಜ್ಯದಲ್ಲಿ ಅಕ್ರಮವಾಗಿ ನೆಲೆಸಿರುವ ಬಾಂಗ್ಲಾ ನುಸುಳುಕೋರರ ಬಗ್ಗೆ ಕುಟುಕು ಕಾರ್ಯಾಚರಣೆ ನಡೆಸಿ ಅವರು ಭಾಗಿಯಾಗಿರುವ ಅಪರಾಧ ಪ್ರಕರಣಗಳ ಸಂಪೂರ್ಣ ದಾಖಲೆಗಳ ಸಹಿತ 18 ರಂದು ಗೃಹ ಇಲಾಖೆಗೆ ಮಾಹಿತಿ ನೀಡಲಾಗಿದೆ. ಸ್ಥಳೀಯ ಪೊಲೀಸರ ಸಹಕಾರದೊಂದಿಗೆ ತನಿಖೆ ನಡೆಸಲಾಗಿದೆ. ಕುಟುಕು ಕಾರ್ಯಾಚರಣೆಯಲ್ಲಿ ಹಲವು ಆತಂಕಕಾರಿ ವಿಷಯಗಳು ಬಯಲಾಗಿವೆ. ಇವರು ನಕಲಿ ದಾಖಲೆಗಳನ್ನು ಹೊಂದಿದ್ದಾರೆ. (958, 818, 1127, 1096)
headline-trump (42, 133, 586, 245)
masthead-contact (1216, 85, 1490, 126)
headline-murder (42, 1950, 935, 2024)
color-dot-gray (120, 2334, 136, 2350)
column-rule (1313, 1438, 1314, 1683)
headline-tax-line2: ಸೆನೆಟ್ ಅನುಮತಿ ಅಗತ್ಯ (147, 1400, 480, 1451)
page-number: 6 (42, 87, 56, 120)
column-rule (219, 2031, 220, 2291)
article-camp-col2: ಆಸ್ಪತ್ರೆ ಎದುರಿನ ಪಂಚವೇದ ಆಯುರ್ವೇದದಲ್ಲಿ ಹಮ್ಮಿಕೊಳ್ಳಲಾಗಿದೆ ಎಂದು ವಿಶ್ವಚೈತನ್ಯ ಆಯುರ್ವೇದ ಚಿಕಿತ್ಸಾಲಯದ ಡಾ. ಪ್ರವೀಣ ಕುಲಕರ್ಣಿ ತಿಳಿಸಿದರು. ನಗರದ ಸಾರ್ವಜನಿಕರು ಈ ಶಿಬಿರದ ಸದುಪಯೋಗ ಪಡೆದುಕೊಳ್ಳಬೇಕು. ಕೀಲು ನೋವು, ಮಂಡಿ ನೋವು ಸೇರಿದಂತೆ ವಿವಿಧ ಸಮಸ್ಯೆಗಳಿಗೆ ಚಿಕಿತ್ಸೆ ನೀಡಲಾಗುವುದು. (1138, 1441, 1307, 1597)
column-rule (1313, 816, 1314, 1334)
headline-vp-line2: ಆತ್ಮೀಯ ಸ್ವಾಗತ (657, 188, 872, 236)
newspaper-logo (657, 89, 799, 123)
headline-jobs-line2: ಉದ್ಯೋಗ ಕಡಿತ (1105, 1742, 1344, 1796)
color-dot-gray (1460, 2334, 1476, 2350)
masthead-date-block (79, 86, 224, 125)
article-trump-col3: ಈಗಷ್ಟೇ ಅಮೆರಿಕಾ ಕಾಂಗ್ರೆಸ್ ನಿಯೋಗ ಸಭೆಯಿಂದ ಬಂದಿದ್ದೇನೆ, ಮತ್ತು ಗ್ರೀನ್‌ಲ್ಯಾಂಡ್ ಗ್ರೀನ್‌ಲ್ಯಾಂಡ್ ಜನರಿಗೆ ಸೇರಿದೆ ಎಂದು ಹೇಳಿದ್ದಾರೆ. ಉತ್ತರ ಅಟ್ಲಾಂಟಿಕ್ ಒಪ್ಪಂದ ಸಂಸ್ಥೆಯ ಸದಸ್ಯ ರಾಷ್ಟ್ರಗಳ ನಡುವೆ ಉದ್ವಿಗ್ನತೆ ಹೆಚ್ಚಾಗಿದೆ. ಮಾರುಕಟ್ಟೆ ಮೇಲೆ ಇದರ ಪರಿಣಾಮ ಬೀರಲಿದ್ದು ಹೂಡಿಕೆದಾರರು ಆತಂಕದಲ್ಲಿದ್ದಾರೆ. ಯುರೋಪ್ ಒಕ್ಕೂಟದ ನಾಯಕರು ಡೆನ್ಮಾರ್ಕ್‌ಗೆ ಬೆಂಬಲ ವ್ಯಕ್ತಪಡಿಸಿದ್ದಾರೆ. ಆರ್ಕ್ಟಿಕ್ ಪ್ರದೇಶದಲ್ಲಿ ಭದ್ರತೆ ಮುಖ್ಯ ಎಂದು ಅವರು ಹೇಳಿದರು. (412, 255, 586, 452)
article-jobs-col1: ನವದೆಹಲಿ,ಜ.21-ಮೆಟಾ (ಫೇಸ್ ಬುಕ್) ಇತ್ತೀಚೆಗೆ ಮತ್ತೊಂದು ಸುತ್ತಿನ ಉದ್ಯೋಗ ಕಡಿತವನ್ನು ಘೋಷಿಸಿದೆ. ಮೆಟಾದ ರಿಯಾಲಿಟಿ ಲ್ಯಾಬ್ಸ್ ವಿಭಾಗದಿಂದ 1,000 ಕ್ಕೂ ಹೆಚ್ಚು ಉದ್ಯೋಗಿಗಳನ್ನು ತೆಗೆದುಹಾಕಲಾಗಿದೆ. ಈ ವಿಭಾಗವು ವರ್ಚುವಲ್ ರಿಯಾಲಿಟಿ ಮತ್ತು ಮೆಟಾವರ್ಸ್ ತಂತ್ರಜ್ಞಾನದ ಮೇಲೆ ಕೆಲಸ ಮಾಡುತ್ತಿತ್ತು. ಕೃತಕ ಬುದ್ಧಿಮತ್ತೆಯತ್ತ ಕಂಪನಿ ಹೆಚ್ಚು ಗಮನ ಹರಿಸುತ್ತಿರುವುದರಿಂದ ಈ ನಿರ್ಧಾರ ಕೈಗೊಳ್ಳಲಾಗಿದೆ. ಉದ್ಯೋಗಿಗಳಿಗೆ ಇಮೇಲ್ ಮೂಲಕ ಮಾಹಿತಿ ನೀಡಲಾಗಿದೆ. ಕಂಪನಿಯ ಷೇರು ಮೌಲ್ಯದಲ್ಲಿ ಏರಿಕೆ ಕಂಡುಬಂದಿದೆ. (958, 1812, 1127, 2069)
headline-bangla-line1: ಬಾಂಗ್ಲಾ ನುಸುಳುಕೋರರ ಬಗ್ಗೆ (1068, 718, 1381, 756)
headline-jobs-line1: ಮೆಟಾದಿಂದ 1000 (1067, 1688, 1382, 1743)
contact-email[interactable]: contact@sanjevani.com (1322, 108, 1490, 124)
headline-murder-text: ಬೆನ್ನುಮೂಳೆ ಮುರಿದು ನರಳುತ್ತಿದ್ದ ಸ್ನೇಹಿತನ ಹತ್ಯೆ (189, 1964, 788, 2009)
deity-photo (775, 1026, 935, 1197)
color-dot-yellow (82, 2334, 98, 2350)
article-murder-col4: ಮುಳುಗಿ ಕೊಲೆ ಮಾಡಿದ ಮೇಲೆ ನಾಪತ್ತೆಯಾಗಿದ್ದಾನೆ ಎಂದು ಪೊಲೀಸರಿಗೆ ದೂರು ನೀಡಿದ್ದರು. ತನಿಖೆ ಕೈಗೊಂಡ ಪೊಲೀಸರಿಗೆ ಸ್ನೇಹಿತರ ಮೇಲೆ ಅನುಮಾನ ಬಂದಿತ್ತು. ಅವರನ್ನು ವಶಕ್ಕೆ ಪಡೆದು ವಿಚಾರಣೆ ನಡೆಸಿದಾಗ ಸತ್ಯ ಹೊರಬಂದಿದೆ. ಕೃತ್ಯಕ್ಕೆ ಬಳಸಿದ ವಾಹನವನ್ನು ವಶಪಡಿಸಿಕೊಳ್ಳಲಾಗಿದೆ. (593, 2034, 757, 2170)
column-rule (219, 252, 220, 697)
